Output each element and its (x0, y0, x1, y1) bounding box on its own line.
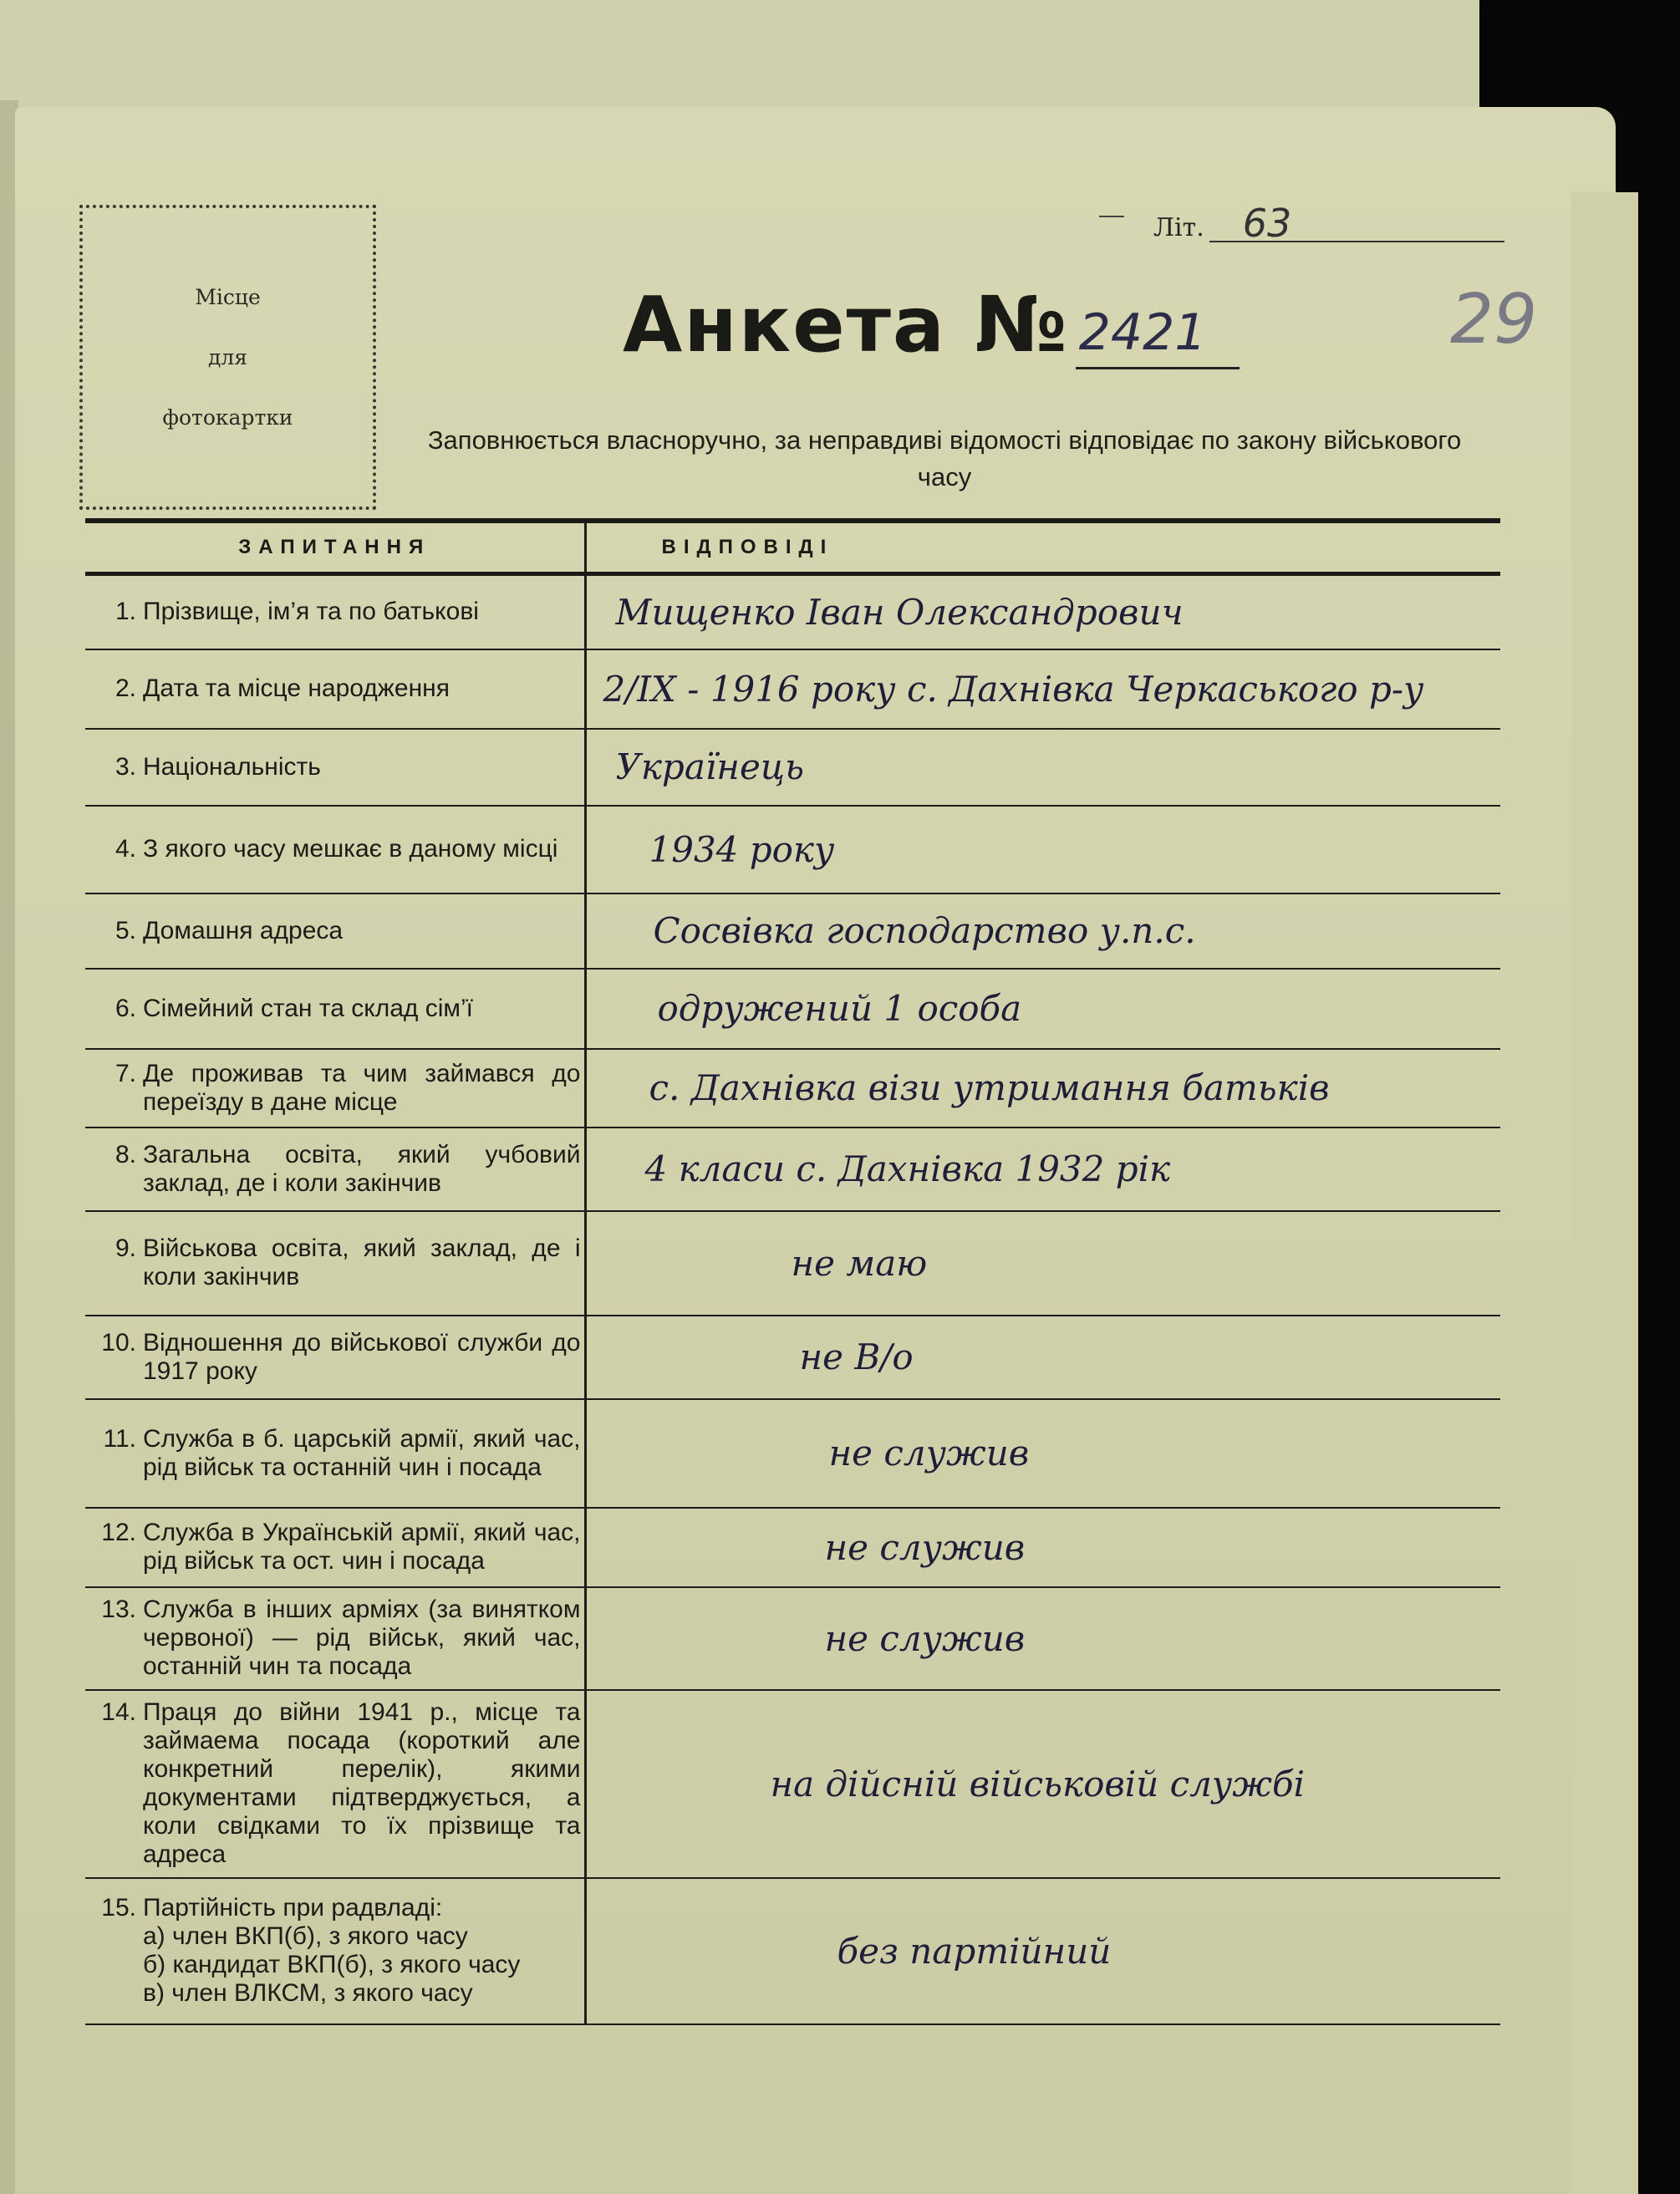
answer-text: одружений 1 особа (657, 988, 1022, 1029)
title-text: Анкета № (623, 280, 1069, 369)
lit-value: 63 (1209, 209, 1504, 242)
table-row (85, 729, 1500, 806)
photo-placeholder (79, 205, 376, 510)
question-text: Дата та місце народження (143, 674, 450, 702)
table-row (85, 649, 1500, 729)
question-text: Прізвище, ім’я та по батькові (143, 598, 479, 626)
question-text: Служба в інших арміях (за винятком червоної) — рід військ, який час, останній чин та посада (143, 1596, 581, 1680)
column-header-answers: ВІДПОВІДІ (585, 521, 1500, 574)
table-row (85, 1128, 1500, 1211)
question-text: З якого часу мешкає в даному місці (143, 835, 558, 863)
table-row (85, 1211, 1500, 1316)
question-number: 15. (101, 1894, 136, 1922)
table-row (85, 806, 1500, 893)
table-row (85, 893, 1500, 969)
question-number: 14. (101, 1698, 136, 1726)
question-text: Партійність при радвладі: а) член ВКП(б), з якого часу б) кандидат ВКП(б), з якого часу в) член ВЛКСМ, з якого часу (143, 1894, 521, 2007)
answer-text: не маю (791, 1242, 928, 1284)
lit-field (1153, 201, 1504, 246)
question-number: 4. (115, 835, 136, 863)
page-title (623, 280, 1240, 369)
answer-text: Сосвівка господарство у.п.с. (653, 910, 1196, 951)
page-number: 29 (1450, 280, 1538, 359)
question-number: 13. (101, 1596, 136, 1623)
answer-text: Українець (615, 746, 804, 787)
question-number: 5. (115, 916, 136, 944)
question-text: Відношення до військової служби до 1917 року (143, 1328, 581, 1385)
answer-text: на дійсній військовій службі (770, 1763, 1306, 1805)
answer-text: 1934 року (649, 828, 835, 870)
question-number: 6. (115, 994, 136, 1022)
photo-label-line-1: Місце (195, 284, 261, 309)
answer-text: не В/о (799, 1336, 914, 1377)
question-text: Військова освіта, який заклад, де і коли закінчив (143, 1234, 581, 1290)
question-text: Національність (143, 752, 321, 781)
answer-text: не служив (824, 1526, 1026, 1568)
subtitle: Заповнюється власноручно, за неправдиві відомості відповідає по закону військового часу (427, 425, 1462, 491)
question-text: Загальна освіта, який учбовий заклад, де і коли закінчив (143, 1140, 581, 1197)
question-number: 11. (103, 1424, 136, 1453)
form-number: 2421 (1076, 303, 1240, 369)
answer-text: с. Дахнівка візи утримання батьків (649, 1067, 1330, 1108)
answer-text: Мищенко Іван Олександрович (615, 591, 1184, 633)
question-number: 3. (115, 752, 136, 781)
question-text: Де проживав та чим займався до переїзду в дане місце (143, 1059, 581, 1116)
table-row (85, 969, 1500, 1049)
question-number: 8. (115, 1140, 136, 1168)
answer-text: без партійний (837, 1930, 1112, 1972)
answer-text: не служив (828, 1433, 1030, 1474)
table-row (85, 1878, 1500, 2024)
table-row (85, 1399, 1500, 1508)
question-number: 12. (101, 1519, 136, 1546)
question-text: Сімейний стан та склад сім’ї (143, 994, 474, 1022)
question-number: 7. (115, 1059, 136, 1087)
column-header-questions: ЗАПИТАННЯ (85, 521, 585, 574)
question-text: Служба в Українській армії, який час, рід військ та ост. чин і посада (143, 1519, 581, 1575)
table-row (85, 1587, 1500, 1690)
answer-text: 2/IX - 1916 року с. Дахнівка Черкаського р-у (603, 668, 1424, 710)
answer-text: 4 класи с. Дахнівка 1932 рік (644, 1148, 1171, 1189)
question-text: Домашня адреса (143, 916, 344, 944)
table-row (85, 1049, 1500, 1128)
question-text: Служба в б. царській армії, який час, рід військ та останній чин і посада (143, 1424, 581, 1481)
table-row (85, 1316, 1500, 1399)
table-row (85, 1508, 1500, 1587)
answer-text: не служив (824, 1617, 1026, 1659)
question-number: 10. (101, 1328, 136, 1357)
photo-label-line-3: фотокартки (162, 405, 293, 430)
question-text: Праця до війни 1941 р., місце та займаема посада (короткий але конкретний перелік), якими документами підтверджується, а коли свідками то їх прізвище та адреса (143, 1698, 581, 1868)
question-number: 2. (115, 674, 136, 702)
dash-mark (1099, 216, 1124, 217)
questionnaire-table (85, 518, 1500, 2025)
torn-right-edge (1571, 192, 1638, 2194)
lit-label: Літ. (1153, 213, 1204, 242)
photo-label-line-2: для (207, 344, 248, 369)
table-row (85, 1690, 1500, 1878)
question-number: 9. (115, 1234, 136, 1262)
table-row (85, 574, 1500, 649)
question-number: 1. (115, 598, 136, 626)
